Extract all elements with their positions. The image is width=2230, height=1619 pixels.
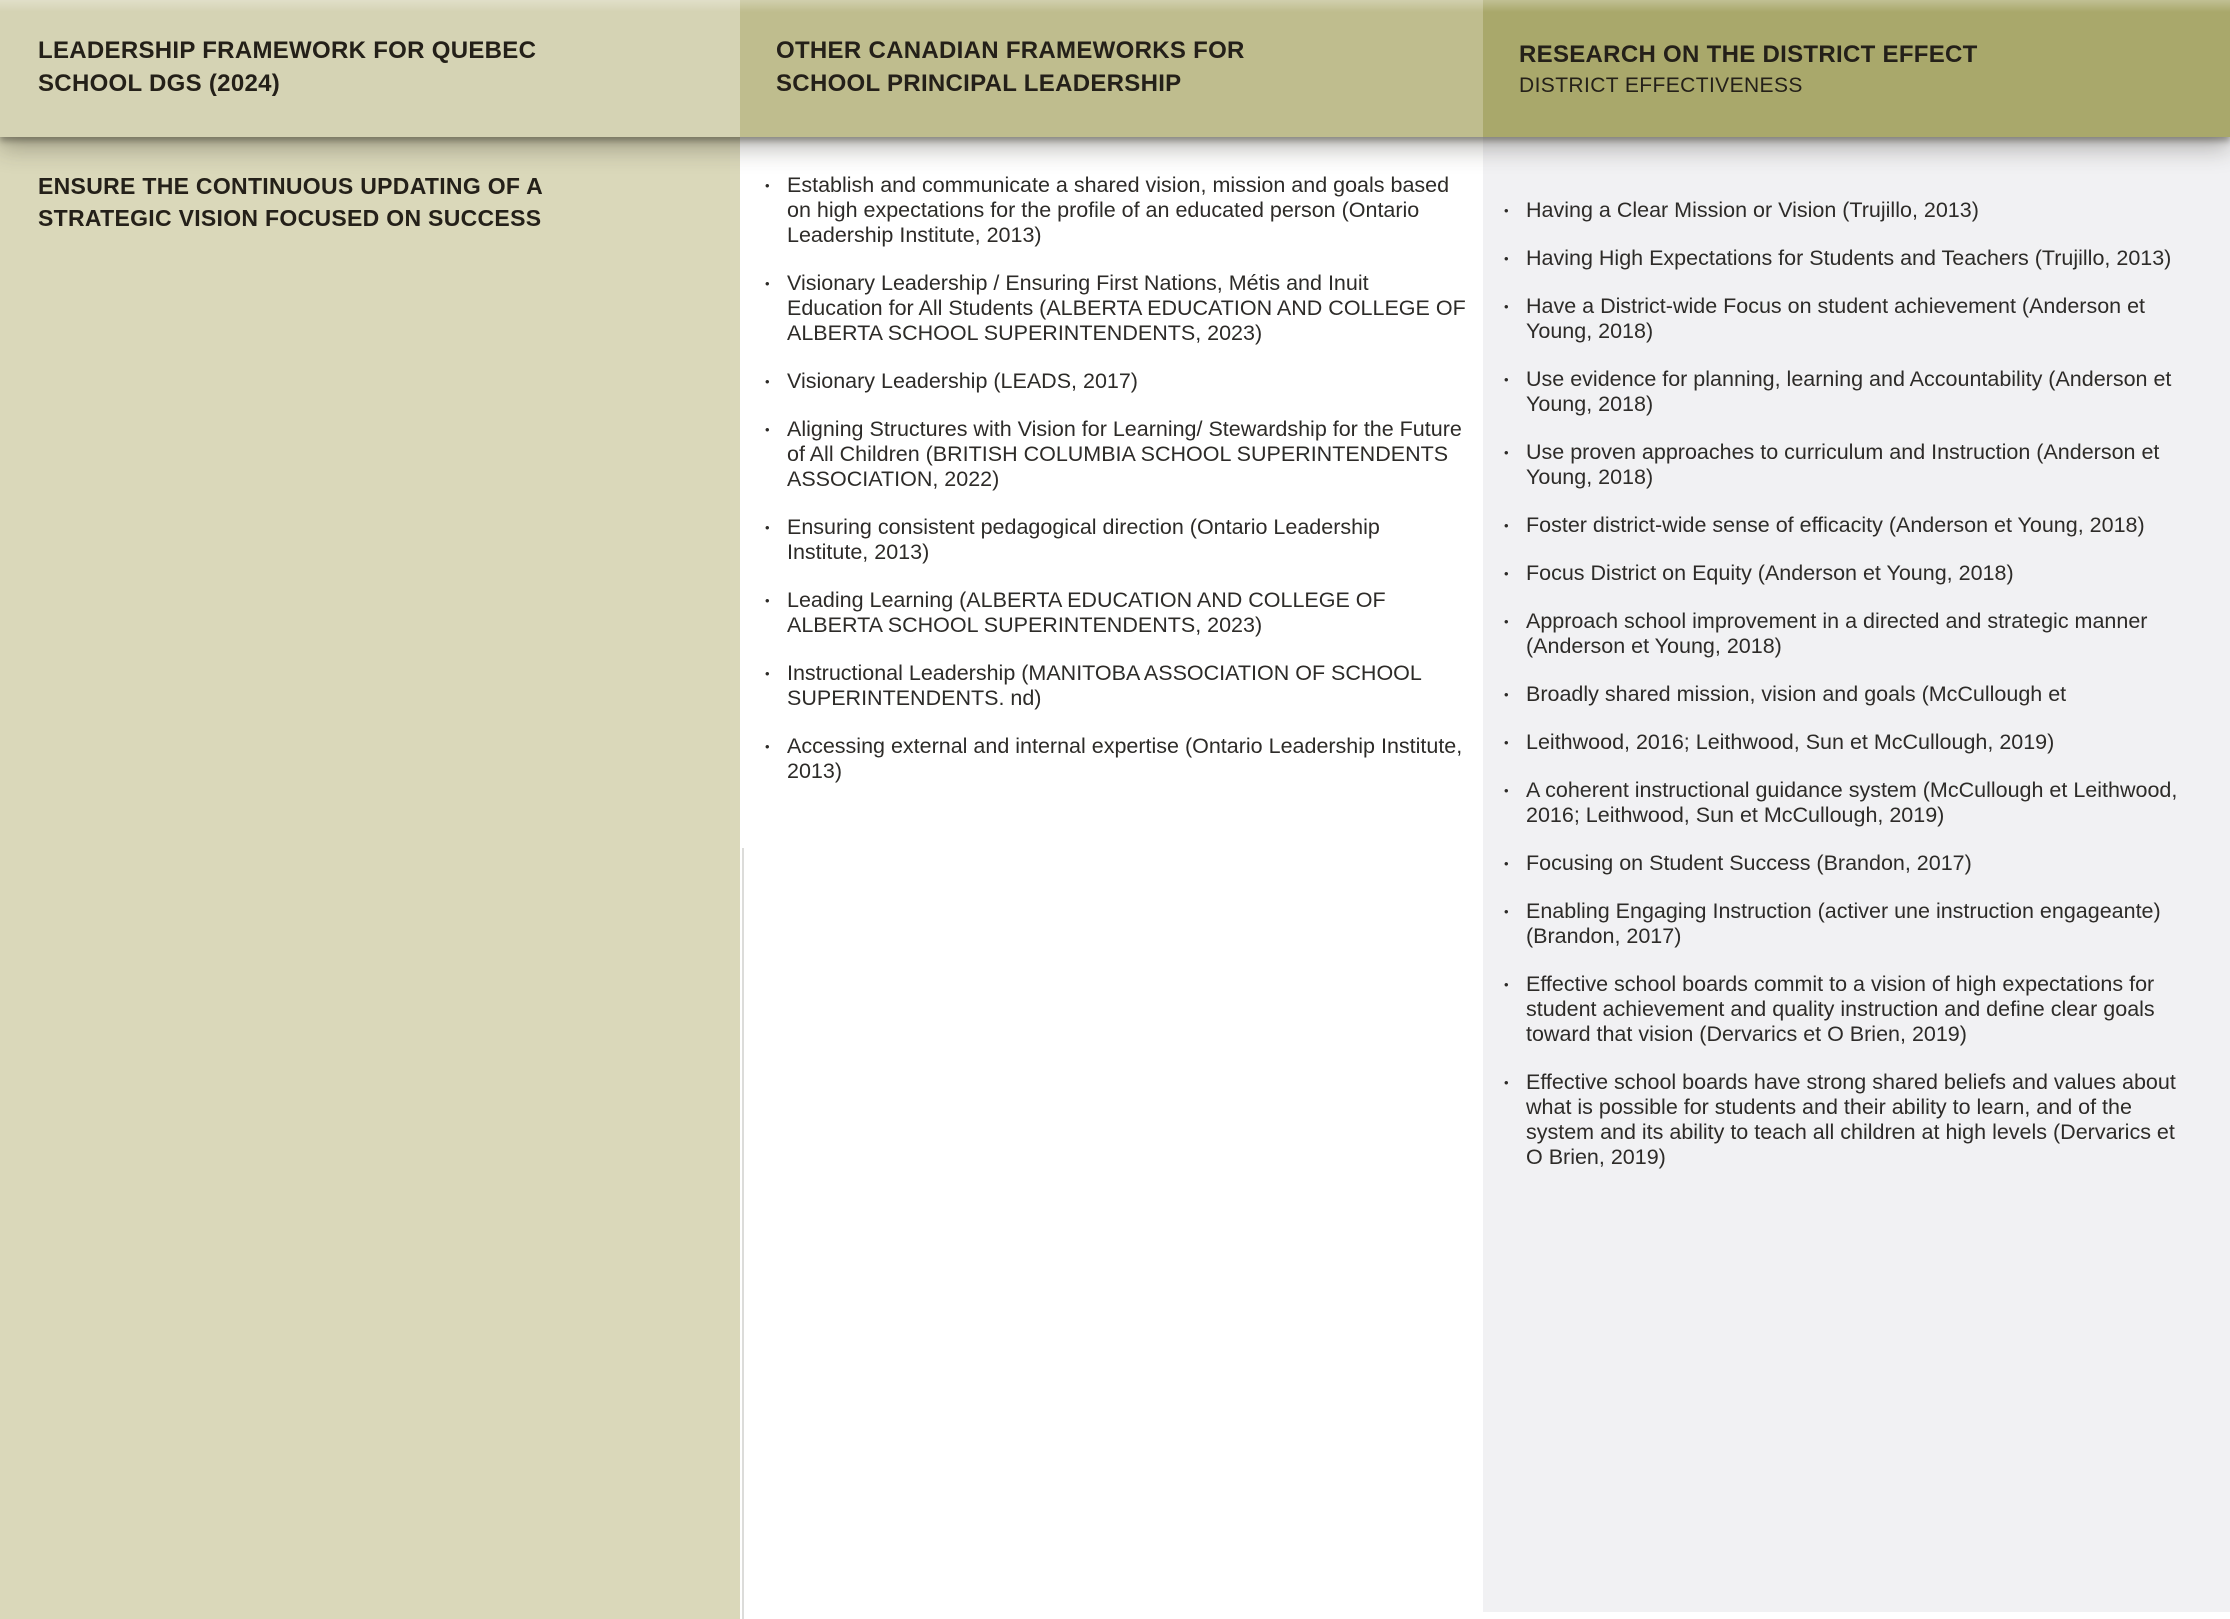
header-title-line: SCHOOL PRINCIPAL LEADERSHIP: [776, 70, 1182, 97]
quebec-strategy-heading-line-2: STRATEGIC VISION FOCUSED ON SUCCESS: [38, 205, 542, 231]
list-item: • Visionary Leadership / Ensuring First Nations, Métis and Inuit Education for All Students (ALBERTA EDUCATION AND COLLEGE OF ALBERTA SCHOOL SUPERINTENDENTS, 2023): [762, 271, 1467, 346]
district-effect-content: [1483, 0, 2230, 1170]
header-research-district-effect: [1483, 0, 2230, 137]
list-item: • Enabling Engaging Instruction (activer une instruction engageante) (Brandon, 2017): [1501, 899, 2190, 949]
list-item: • A coherent instructional guidance system (McCullough et Leithwood, 2016; Leithwood, Sun et McCullough, 2019): [1501, 778, 2190, 828]
quebec-column-body: [0, 0, 740, 1619]
header-title-line: SCHOOL DGS (2024): [38, 70, 281, 97]
header-other-canadian-frameworks: [740, 0, 1483, 137]
list-item: • Approach school improvement in a directed and strategic manner (Anderson et Young, 2018): [1501, 609, 2190, 659]
list-item: • Use evidence for planning, learning and Accountability (Anderson et Young, 2018): [1501, 367, 2190, 417]
canadian-frameworks-column-body: [740, 0, 1483, 1619]
header-row: [0, 0, 2230, 137]
header-title-line: OTHER CANADIAN FRAMEWORKS FOR: [776, 37, 1245, 64]
list-item: • Establish and communicate a shared vision, mission and goals based on high expectations for the profile of an educated person (Ontario Leadership Institute, 2013): [762, 173, 1467, 248]
list-item: • Instructional Leadership (MANITOBA ASSOCIATION OF SCHOOL SUPERINTENDENTS. nd): [762, 661, 1467, 711]
list-item: • Have a District-wide Focus on student achievement (Anderson et Young, 2018): [1501, 294, 2190, 344]
list-item: • Foster district-wide sense of efficacity (Anderson et Young, 2018): [1501, 513, 2190, 538]
header-research-district-effect-title: [1519, 38, 2200, 71]
canadian-frameworks-list: [762, 173, 1467, 784]
list-item: • Having High Expectations for Students and Teachers (Trujillo, 2013): [1501, 246, 2190, 271]
list-item: • Leading Learning (ALBERTA EDUCATION AND COLLEGE OF ALBERTA SCHOOL SUPERINTENDENTS, 2023): [762, 588, 1467, 638]
quebec-strategy-heading-line-1: ENSURE THE CONTINUOUS UPDATING OF A: [38, 173, 544, 199]
list-item: • Having a Clear Mission or Vision (Trujillo, 2013): [1501, 198, 2190, 223]
list-item: • Leithwood, 2016; Leithwood, Sun et McCullough, 2019): [1501, 730, 2190, 755]
header-quebec-framework-title: [38, 34, 710, 100]
header-title-line: RESEARCH ON THE DISTRICT EFFECT: [1519, 41, 1978, 68]
header-other-canadian-frameworks-title: [776, 34, 1453, 100]
list-item: • Use proven approaches to curriculum and Instruction (Anderson et Young, 2018): [1501, 440, 2190, 490]
list-item: • Visionary Leadership (LEADS, 2017): [762, 369, 1467, 394]
list-item: • Focus District on Equity (Anderson et Young, 2018): [1501, 561, 2190, 586]
district-effect-column-body: [1483, 0, 2230, 1612]
header-title-line: LEADERSHIP FRAMEWORK FOR QUEBEC: [38, 37, 537, 64]
list-item: • Effective school boards have strong shared beliefs and values about what is possible for students and their ability to learn, and of the system and its ability to teach all children at high levels (Dervarics et O Brien, 2019): [1501, 1070, 2190, 1170]
header-quebec-framework: [0, 0, 740, 137]
list-item: • Effective school boards commit to a vision of high expectations for student achievement and quality instruction and define clear goals toward that vision (Dervarics et O Brien, 2019): [1501, 972, 2190, 1047]
column-divider-line: [742, 848, 744, 1619]
list-item: • Aligning Structures with Vision for Learning/ Stewardship for the Future of All Children (BRITISH COLUMBIA SCHOOL SUPERINTENDENTS ASSOCIATION, 2022): [762, 417, 1467, 492]
list-item: • Broadly shared mission, vision and goals (McCullough et: [1501, 682, 2190, 707]
district-effect-list: [1501, 198, 2190, 1170]
list-item: • Focusing on Student Success (Brandon, 2017): [1501, 851, 2190, 876]
list-item: • Ensuring consistent pedagogical direction (Ontario Leadership Institute, 2013): [762, 515, 1467, 565]
list-item: • Accessing external and internal expertise (Ontario Leadership Institute, 2013): [762, 734, 1467, 784]
header-research-district-effect-subtitle: DISTRICT EFFECTIVENESS: [1519, 74, 1803, 97]
